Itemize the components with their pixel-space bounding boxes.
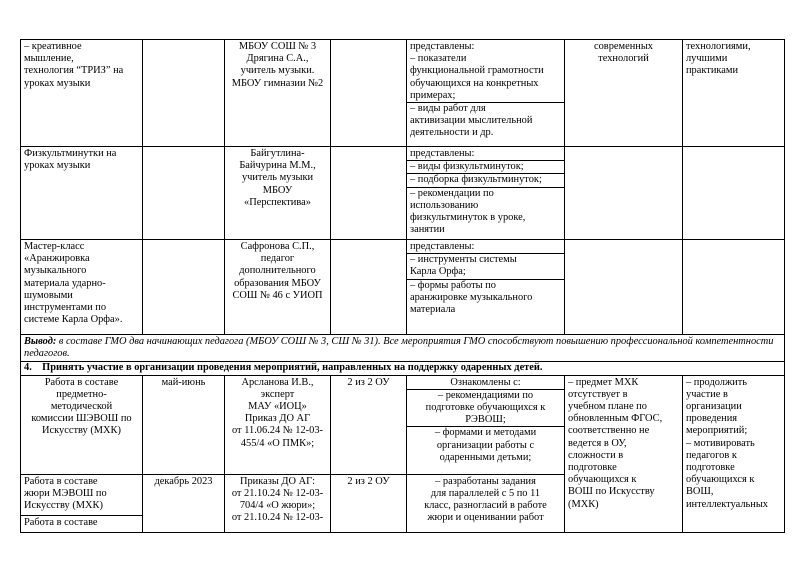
date-cell: [143, 240, 225, 335]
result-cell: представлены: – виды физкультминуток; – подборка физкультминуток; – рекомендации по использованию физкультминуток в уроке, занятии: [407, 147, 565, 240]
date-cell: декабрь 2023: [143, 474, 225, 532]
coverage-cell: [331, 40, 407, 147]
conclusion-text: в составе ГМО два начинающих педагога (МБОУ СОШ № 3, СШ № 31). Все мероприятия ГМО способствуют повышению профессиональной компетентности педагогов.: [24, 336, 774, 360]
document-page: [20, 39, 784, 533]
recommendations-cell: [683, 147, 785, 240]
date-cell: май-июнь: [143, 375, 225, 474]
conclusion-row: [21, 335, 785, 362]
section-row: [21, 362, 785, 375]
table-row: [21, 147, 785, 240]
coverage-cell: 2 из 2 ОУ: [331, 474, 407, 532]
responsible-cell: Приказы ДО АГ: от 21.10.24 № 12-03- 704/4 «О жюри»; от 21.10.24 № 12-03-: [225, 474, 331, 532]
conclusion-label: Вывод:: [24, 336, 57, 347]
responsible-cell: Сафронова С.П., педагог дополнительного образования МБОУ СОШ № 46 с УИОП: [225, 240, 331, 335]
problems-cell: [565, 240, 683, 335]
coverage-cell: [331, 147, 407, 240]
result-cell: – разработаны задания для параллелей с 5 по 11 класс, разногласий в работе жюри и оценивании работ: [407, 474, 565, 532]
event-cell: Работа в составе жюри МЭВОШ по Искусству (МХК): [21, 474, 143, 515]
coverage-cell: 2 из 2 ОУ: [331, 375, 407, 474]
table-row: [21, 240, 785, 335]
conclusion-cell: [21, 335, 785, 362]
problems-cell: – предмет МХК отсутствует в учебном плане по обновленным ФГОС, соответственно не ведется в ОУ, сложности в подготовке обучающихся к ВОШ по Искусству (МХК): [565, 375, 683, 532]
event-cell: Физкультминутки на уроках музыки: [21, 147, 143, 240]
date-cell: [143, 147, 225, 240]
recommendations-cell: [683, 240, 785, 335]
recommendations-cell: технологиями, лучшими практиками: [683, 40, 785, 147]
result-cell: Ознакомлены с: – рекомендациями по подготовке обучающихся к РЭВОШ; – формами и методами организации работы с одаренными детьми;: [407, 375, 565, 474]
responsible-cell: МБОУ СОШ № 3 Дрягина С.А., учитель музыки. МБОУ гимназии №2: [225, 40, 331, 147]
date-cell: [143, 40, 225, 147]
problems-cell: современных технологий: [565, 40, 683, 147]
problems-cell: [565, 147, 683, 240]
event-cell: Работа в составе предметно- методической комиссии ШЭВОШ по Искусству (МХК): [21, 375, 143, 474]
event-cell: Работа в составе: [21, 515, 143, 532]
coverage-cell: [331, 240, 407, 335]
result-cell: представлены: – инструменты системы Карла Орфа; – формы работы по аранжировке музыкального материала: [407, 240, 565, 335]
recommendations-cell: – продолжить участие в организации проведения мероприятий; – мотивировать педагогов к подготовке обучающихся к ВОШ, интеллектуальных: [683, 375, 785, 532]
responsible-cell: Байгутлина- Байчурина М.М., учитель музыки МБОУ «Перспектива»: [225, 147, 331, 240]
section-heading: 4. Принять участие в организации проведения мероприятий, направленных на поддержку одаренных детей.: [21, 362, 785, 375]
report-table: [20, 39, 785, 533]
result-cell: представлены: – показатели функциональной грамотности обучающихся на конкретных примерах; – виды работ для активизации мыслительной деятельности и др.: [407, 40, 565, 147]
event-cell: Мастер-класс «Аранжировка музыкального материала ударно- шумовыми инструментами по системе Карла Орфа».: [21, 240, 143, 335]
table-row: [21, 375, 785, 474]
table-row: [21, 40, 785, 147]
event-cell: – креативное мышление, технология “ТРИЗ” на уроках музыки: [21, 40, 143, 147]
responsible-cell: Арсланова И.В., эксперт МАУ «ИОЦ» Приказ ДО АГ от 11.06.24 № 12-03- 455/4 «О ПМК»;: [225, 375, 331, 474]
